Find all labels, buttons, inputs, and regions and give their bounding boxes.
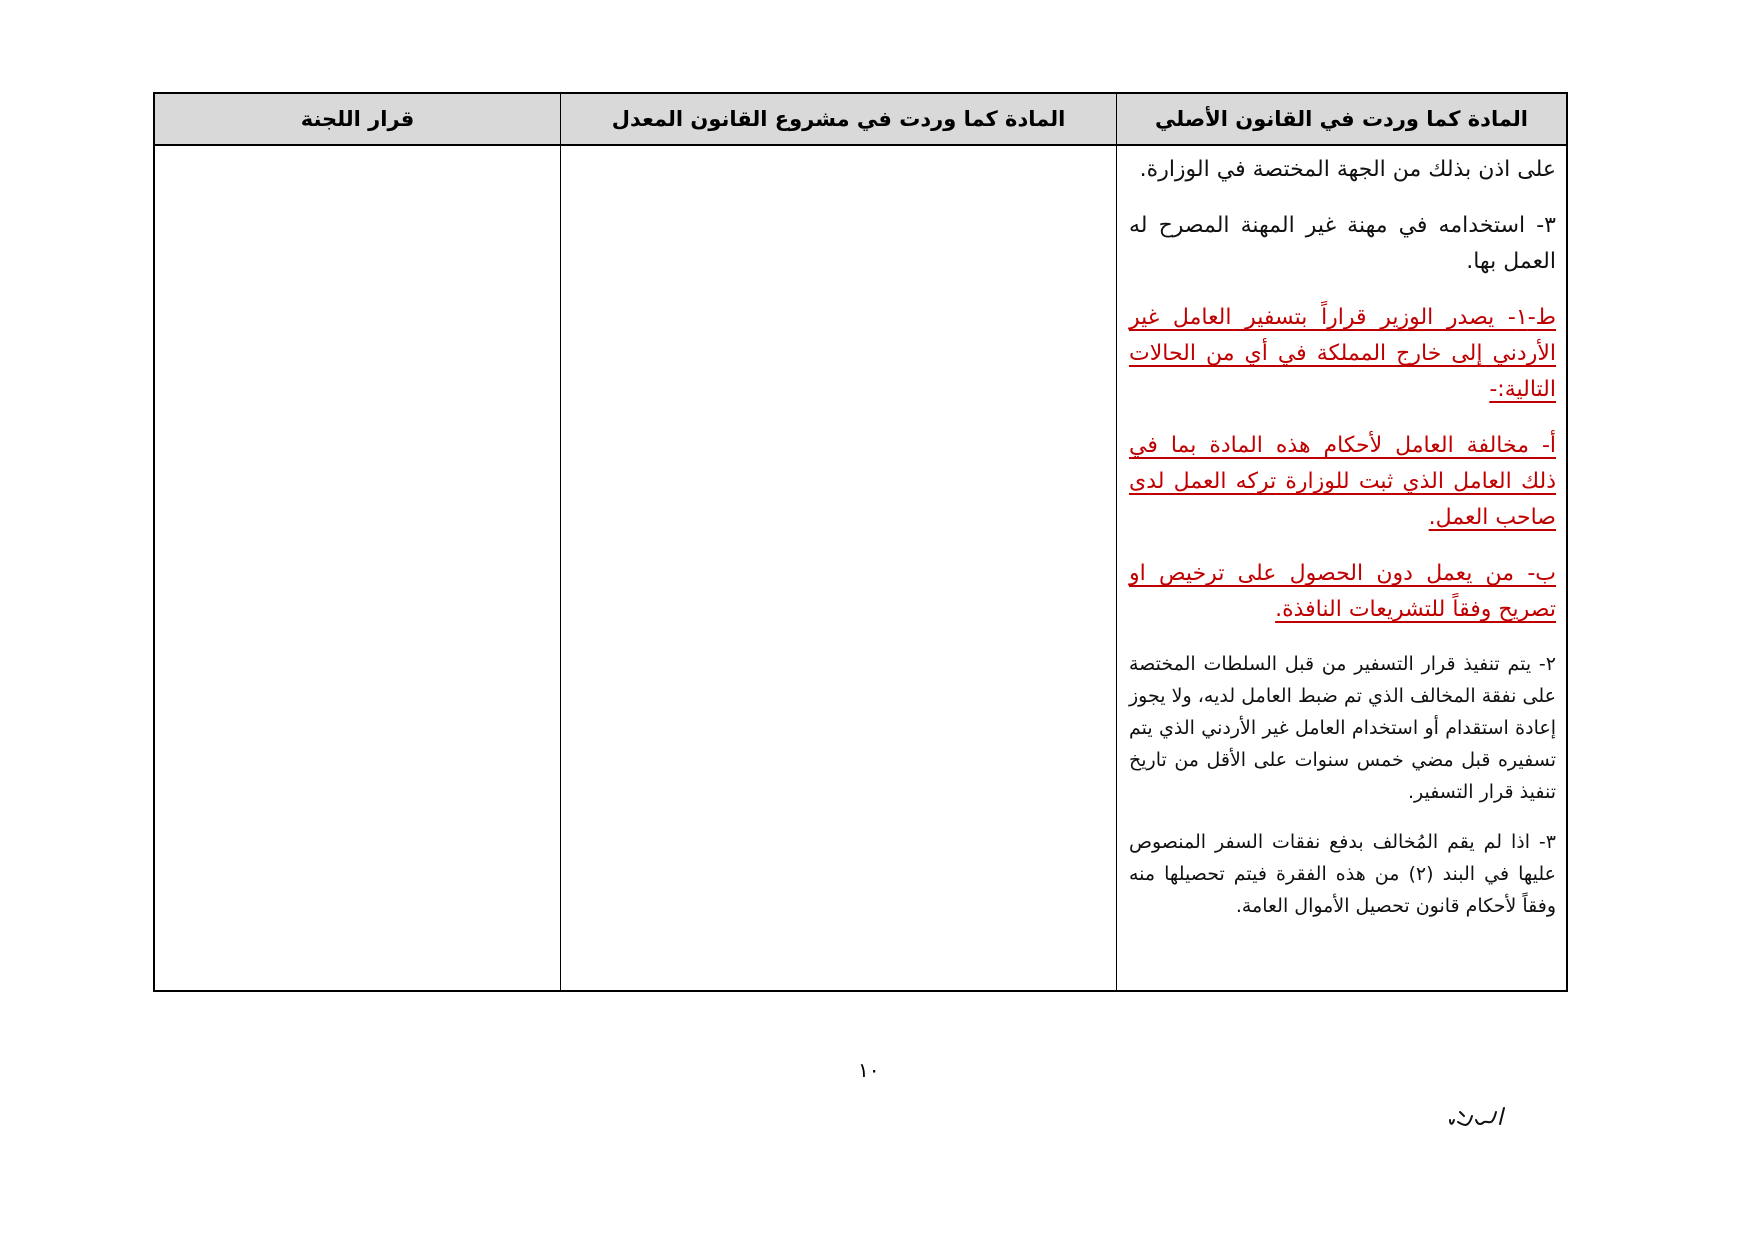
paragraph-item-2: ٢- يتم تنفيذ قرار التسفير من قبل السلطات المختصة على نفقة المخالف الذي تم ضبط العامل لديه، ولا يجوز إعادة استقدام أو استخدام العامل غير الأردني الذي يتم تسفيره قبل مضي خمس سنوات على الأقل من تاريخ تنفيذ قرار التسفير. <box>1129 653 1556 803</box>
committee-decision-cell <box>155 146 560 990</box>
paragraph-permission: على اذن بذلك من الجهة المختصة في الوزارة. <box>1139 157 1556 182</box>
amended-law-cell <box>560 146 1116 990</box>
header-committee-decision: قرار اللجنة <box>155 94 560 146</box>
paragraph-item-a: أ- مخالفة العامل لأحكام هذه المادة بما في ذلك العامل الذي ثبت للوزارة تركه العمل لدى صاحب العمل. <box>1129 433 1556 530</box>
header-original-law: المادة كما وردت في القانون الأصلي <box>1116 94 1566 146</box>
header-amended-law: المادة كما وردت في مشروع القانون المعدل <box>560 94 1116 146</box>
original-law-cell <box>1116 146 1566 990</box>
paragraph-item-b: ب- من يعمل دون الحصول على ترخيص او تصريح وفقاً للتشريعات النافذة. <box>1129 561 1556 622</box>
paragraph-deportation-decision: ط-١- يصدر الوزير قراراً بتسفير العامل غير الأردني إلى خارج المملكة في أي من الحالات التالية:- <box>1129 305 1556 402</box>
page-number: ١٠ <box>858 1058 880 1082</box>
handwritten-signature <box>1448 1098 1508 1134</box>
paragraph-item-3-costs: ٣- اذا لم يقم المُخالف بدفع نفقات السفر المنصوص عليها في البند (٢) من هذه الفقرة فيتم تحصيلها منه وفقاً لأحكام قانون تحصيل الأموال العامة. <box>1129 831 1556 917</box>
paragraph-item-3: ٣- استخدامه في مهنة غير المهنة المصرح له العمل بها. <box>1129 213 1556 274</box>
comparison-table <box>153 92 1568 992</box>
